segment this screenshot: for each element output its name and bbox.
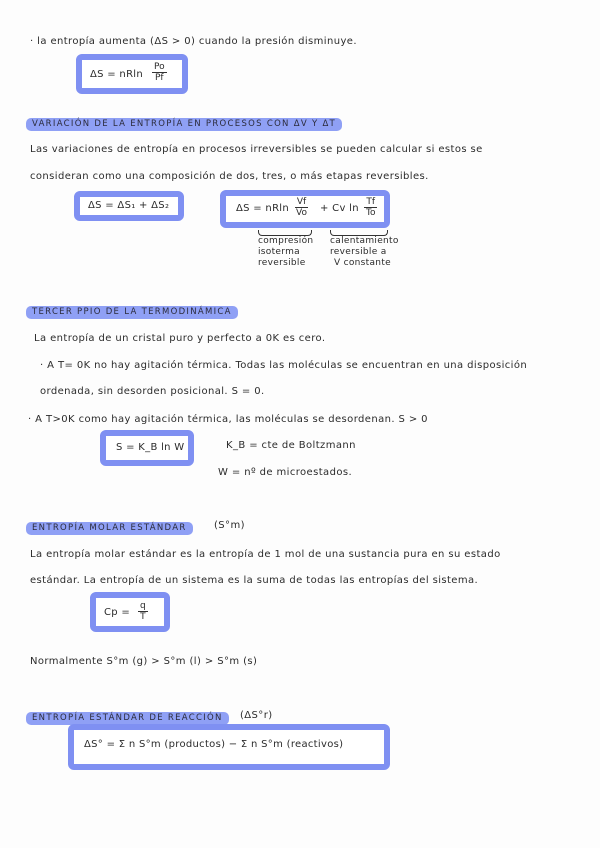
fraction-numerator: Tf (366, 197, 376, 207)
brace-label-right-1: calentamiento (330, 236, 399, 246)
section-header-third-law: TERCER PPIO DE LA TERMODINÁMICA (26, 306, 238, 319)
formula-lhs: ΔS = nRln (236, 203, 290, 214)
paragraph-line: ordenada, sin desorden posicional. S = 0. (40, 386, 265, 397)
reaction-entropy-symbol: (ΔS°r) (240, 710, 273, 721)
section-header-molar-entropy: ENTROPÍA MOLAR ESTÁNDAR (26, 522, 193, 535)
definition-microstates: W = nº de microestados. (218, 467, 353, 478)
fraction-denominator: Pf (155, 73, 164, 83)
brace-label-left-2: isoterma (258, 247, 300, 257)
section-header-reaction-entropy: ENTROPÍA ESTÁNDAR DE REACCIÓN (26, 712, 229, 725)
formula-box-heat-capacity (90, 592, 170, 632)
formula-reaction: ΔS° = Σ n S°m (productos) − Σ n S°m (reactivos) (84, 739, 344, 750)
molar-entropy-symbol: (S°m) (214, 520, 245, 531)
entropy-pressure-note: · la entropía aumenta (ΔS > 0) cuando la presión disminuye. (30, 36, 357, 47)
formula-fraction (138, 601, 148, 622)
formula-lhs: ΔS = nRln (90, 69, 144, 80)
formula-fraction (152, 62, 167, 83)
brace-label-left-3: reversible (258, 258, 306, 268)
paragraph-line: estándar. La entropía de un sistema es la suma de todas las entropías del sistema. (30, 575, 479, 586)
formula-fraction-temperature (364, 197, 377, 218)
paragraph-line: La entropía molar estándar es la entropía de 1 mol de una sustancia pura en su estado (30, 549, 501, 560)
entropy-phase-ordering: Normalmente S°m (g) > S°m (l) > S°m (s) (30, 656, 258, 667)
fraction-denominator: T (140, 612, 146, 622)
paragraph-line: Las variaciones de entropía en procesos irreversibles se pueden calcular si estos se (30, 144, 483, 155)
paragraph-line: · A T>0K como hay agitación térmica, las moléculas se desordenan. S > 0 (28, 414, 428, 425)
paragraph-line: · A T= 0K no hay agitación térmica. Todas las moléculas se encuentran en una disposición (40, 360, 528, 371)
fraction-numerator: Vf (296, 197, 307, 207)
brace-label-left-1: compresión (258, 236, 314, 246)
paragraph-line: consideran como una composición de dos, tres, o más etapas reversibles. (30, 171, 429, 182)
formula-box-reaction (68, 724, 390, 770)
definition-boltzmann-constant: K_B = cte de Boltzmann (226, 440, 356, 451)
fraction-denominator: To (366, 208, 376, 218)
formula-boltzmann: S = K_B ln W (116, 442, 185, 453)
fraction-numerator: q (140, 601, 146, 611)
formula-box-pressure (76, 54, 188, 94)
brace-label-right-3: V constante (334, 258, 391, 268)
fraction-numerator: Po (154, 62, 165, 72)
paragraph-line: La entropía de un cristal puro y perfecto a 0K es cero. (34, 333, 326, 344)
formula-lhs: Cp = (104, 607, 131, 618)
formula-sum: ΔS = ΔS₁ + ΔS₂ (88, 200, 170, 211)
formula-mid: + Cv ln (320, 203, 359, 214)
formula-box-boltzmann (100, 430, 194, 466)
formula-box-volume-temperature (220, 190, 390, 228)
section-header-variation: VARIACIÓN DE LA ENTROPÍA EN PROCESOS CON ΔV Y ΔT (26, 118, 342, 131)
fraction-denominator: Vo (296, 208, 307, 218)
formula-box-sum (74, 191, 184, 221)
formula-fraction-volume (294, 197, 309, 218)
brace-label-right-2: reversible a (330, 247, 387, 257)
